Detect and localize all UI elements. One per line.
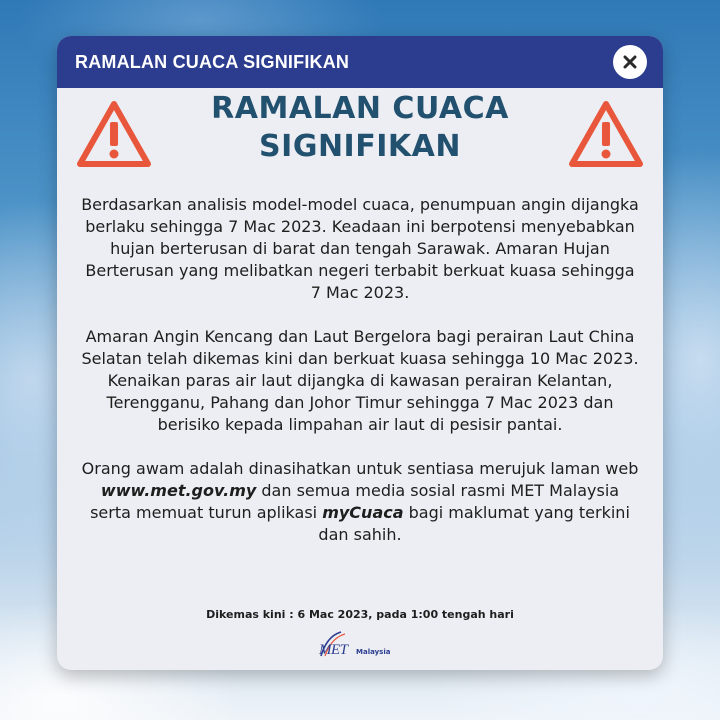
met-malaysia-logo bbox=[313, 628, 413, 660]
website-link[interactable]: www.met.gov.my bbox=[100, 481, 257, 500]
paragraph-1: Berdasarkan analisis model-model cuaca, penumpuan angin dijangka berlaku sehingga 7 Mac 2023. Keadaan ini berpotensi menyebabkan hujan berterusan di barat dan tengah Sarawak. Amaran Hujan Berterusan yang melibatkan negeri terbabit berkuat kuasa sehingga 7 Mac 2023. bbox=[81, 195, 639, 302]
paragraph-3-text-b: dan semua media sosial rasmi MET Malaysia serta memuat turun aplikasi bbox=[90, 481, 620, 522]
weather-dialog bbox=[57, 36, 663, 670]
paragraph-3-text-c: bagi maklumat yang terkini dan sahih. bbox=[318, 503, 630, 544]
message-body bbox=[79, 194, 641, 568]
headline bbox=[57, 90, 663, 166]
dialog-title: RAMALAN CUACA SIGNIFIKAN bbox=[75, 51, 350, 72]
headline-line1: RAMALAN CUACA bbox=[211, 91, 509, 126]
logo-text: MET bbox=[319, 642, 348, 658]
dialog-titlebar bbox=[57, 36, 663, 88]
close-button[interactable] bbox=[613, 45, 647, 79]
close-icon bbox=[622, 54, 638, 70]
app-name: myCuaca bbox=[322, 503, 404, 522]
updated-timestamp: Dikemas kini : 6 Mac 2023, pada 1:00 tengah hari bbox=[206, 608, 514, 621]
logo-subtext: Malaysia bbox=[356, 648, 391, 656]
paragraph-3-text-a: Orang awam adalah dinasihatkan untuk sentiasa merujuk laman web bbox=[81, 459, 639, 478]
paragraph-3 bbox=[79, 458, 641, 546]
paragraph-2: Amaran Angin Kencang dan Laut Bergelora bagi perairan Laut China Selatan telah dikemas kini dan berkuat kuasa sehingga 10 Mac 2023. Kenaikan paras air laut dijangka di kawasan perairan Kelantan, Terengganu, Pahang dan Johor Timur sehingga 7 Mac 2023 dan berisiko kepada limpahan air laut di pesisir pantai. bbox=[81, 327, 639, 434]
headline-line2: SIGNIFIKAN bbox=[259, 129, 461, 164]
